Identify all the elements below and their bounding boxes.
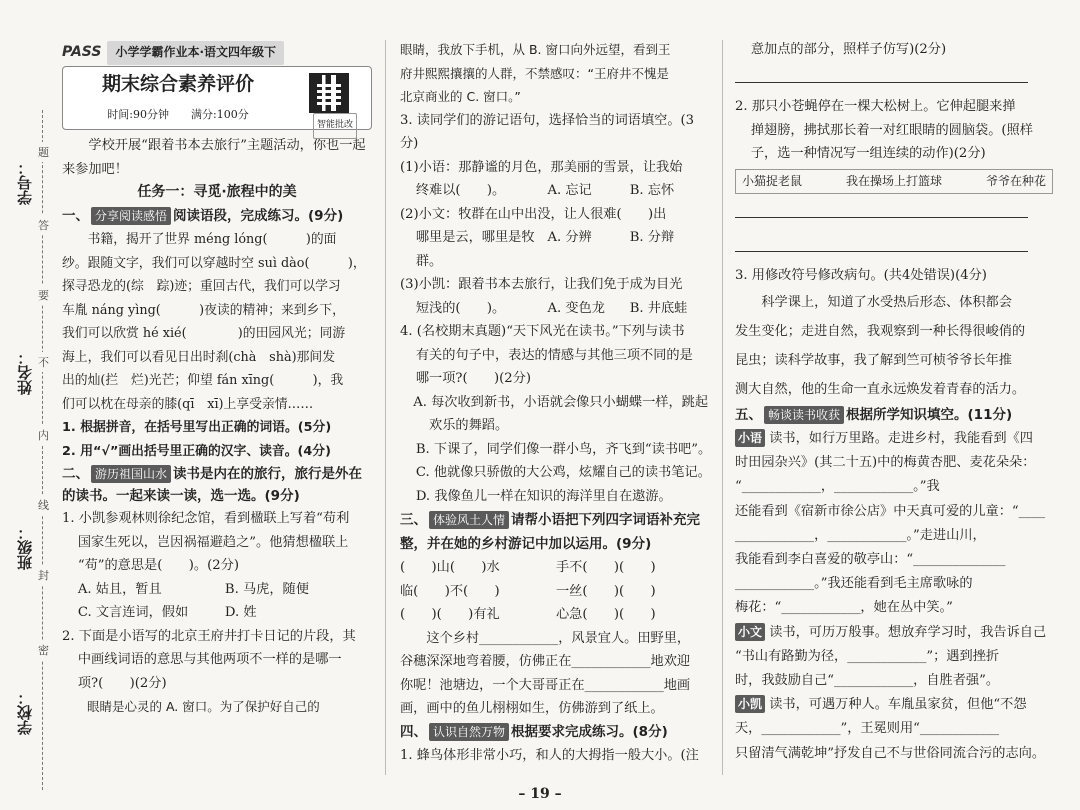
fill-line: 只留清气满乾坤”抒发自己不与世俗同流合污的志向。 [735,745,1046,761]
q3-item-row: 短浅的( )。 A. 变色龙 B. 井底蛙 [400,297,712,321]
question: 4. (名校期末真题)“天下风光在读书。”下列与读书 [400,324,685,339]
correction-passage [735,288,1053,404]
fill-line[interactable]: ____________。”我还能看到毛主席歌咏的 [735,576,973,592]
option[interactable]: C. 文言连词，假如 [77,605,189,620]
exam-title: 期末综合素养评价 [101,73,254,95]
idiom-blank[interactable]: 一丝( )( ) [556,583,656,599]
section-tag: 畅谈读书收获 [764,406,844,424]
paragraph-line: 发生变化；走进自然，我观察到一种长得很峻俏的 [735,323,1026,339]
passage-line: 书籍，揭开了世界 méng lóng( )的面 [87,232,337,247]
idiom-blank[interactable]: 临( )不( ) [400,583,500,599]
column-2 [400,38,712,768]
binding-margin [0,0,60,810]
fill-line[interactable]: “____________，____________。”我 [735,479,940,495]
q3-item-row: 哪里是云，哪里是牧群。 A. 分辨 B. 分辩 [400,226,712,273]
question: 3. 读同学们的游记语句，选择恰当的词语填空。(3分) [400,112,695,151]
question-line: 2. 下面是小语写的北京王府井打卡日记的片段，其 [62,628,356,644]
section-tag: 认识自然万物 [429,723,509,741]
answer-line[interactable] [735,66,1028,83]
option[interactable]: B. 分辩 [629,230,675,245]
situation-option[interactable]: 爷爷在种花 [985,173,1046,188]
fill-line[interactable]: 还能看到《宿新市徐公店》中天真可爱的儿童：“____ [735,503,1046,519]
student-id-label: 学号： [16,160,34,205]
passage-line: 们可以枕在母亲的膝(qī xī)上享受亲情…… [62,396,314,412]
option[interactable]: A. 每次收到新书，小语就会像只小蝴蝶一样，跳起欢乐的舞蹈。 [413,394,709,433]
margin-word: 答 [38,215,49,235]
column-3 [735,38,1053,766]
section-5-heading: 五、 畅谈读书收获 根据所学知识填空。(11分) [735,406,1013,423]
options-row [62,601,372,625]
section-tag: 分享阅读感悟 [91,207,171,225]
smart-grading-label: 智能批改 [313,113,357,139]
cut-line [42,110,43,790]
task-title: 任务一：寻觅·旅程中的美 [137,184,297,200]
option[interactable]: B. 井底蛙 [629,300,688,316]
q3-item-row: 终难以( )。 A. 忘记 B. 忘怀 [400,179,712,203]
question-line: 掸翅膀，拂拭那长着一对红眼睛的圆脑袋。(照样 [750,122,1033,138]
passage-line: 我们可以欣赏 hé xié( )的田园风光；同游 [62,326,346,341]
passage-line: 出的灿(拦 烂)光芒；仰望 fán xīng( )，我 [62,373,344,388]
section-3-heading: 三、 体验风土人情 请帮小语把下列四字词语补充完整，并在她的乡村游记中加以运用。(9分) [400,512,701,552]
q3-item: (3)小凯：跟着书本去旅行，让我们免于成为目光 [400,277,683,292]
option[interactable]: D. 我像鱼儿一样在知识的海洋里自在遨游。 [415,488,672,504]
question-line: 中画线词语的意思与其他两项不一样的是哪一 [77,652,342,667]
passage-line: 车胤 náng yìng( )夜读的精神；来到乡下， [62,302,345,318]
idiom-grid [400,556,712,627]
fill-line[interactable]: 我能看到李白喜爱的敬亭山：“______________ [735,552,1006,568]
intro-text: 学校开展“跟着书本去旅行”主题活动，你也一起来参加吧！ [62,138,366,177]
fill-line[interactable]: 梅花：“____________，她在丛中笑。” [735,600,953,616]
paragraph-line: 测大自然，他的生命一直永远焕发着青春的活力。 [735,381,1026,397]
column-divider [385,40,386,775]
series-header [62,44,372,62]
question-line: 项?( )(2分) [77,675,167,691]
diary-line: 眼睛是心灵的 A. 窗口。为了保护好自己的 [62,699,320,714]
margin-word: 封 [38,565,49,585]
margin-word: 线 [38,495,49,515]
question: 1. 根据拼音，在括号里写出正确的词语。(5分) [62,420,332,435]
question-line: 1. 小凯参观林则徐纪念馆，看到楹联上写着“苟利 [62,511,350,526]
passage-line: 海上，我们可以看见日出时刹(chà shà)那间发 [62,349,336,365]
answer-line[interactable] [735,201,1028,218]
margin-word: 不 [38,352,49,372]
options-row [62,578,372,602]
qr-code-icon[interactable] [309,73,349,113]
fill-line[interactable]: ____________，____________。”走进山川， [735,527,986,543]
margin-word: 题 [38,142,49,162]
school-label: 学校： [16,690,34,735]
option[interactable]: B. 下课了，同学们像一群小鸟，齐飞到“读书吧”。 [415,441,712,457]
question: 2. 那只小苍蝇停在一棵大松树上。它伸起腿来掸 [735,99,1016,114]
exam-meta: 时间:90分钟 满分:100分 [107,108,249,121]
column-divider [722,40,723,775]
section-2-heading: 二、 游历祖国山水 读书是内在的旅行，旅行是外在的读书。一起来读一读，选一选。(9分) [62,466,363,504]
section-tag: 游历祖国山水 [91,465,171,483]
name-label: 姓名： [16,350,34,395]
series-title: 小学学霸作业本·语文四年级下 [107,41,284,65]
section-1-passage [62,228,372,416]
paragraph-line: 昆虫；读科学故事，我了解到竺可桢爷爷长年推 [735,352,1012,368]
question-line: 有关的句子中，表达的情感与其他三项不同的是 [415,347,693,363]
passage-line: 探寻恐龙的(综 踪)迹；重回古代，我们可以学习 [62,279,341,294]
option[interactable]: A. 忘记 [547,183,592,198]
question-line: 哪一项?( )(2分) [415,371,531,386]
section-5-body [735,427,1053,766]
idiom-blank[interactable]: 手不( )( ) [556,560,656,575]
fill-line: 小凯 读书，可遇万种人。车胤虽家贫，但他“不怨 [735,693,1053,717]
paragraph-line: 这个乡村____________，风景宜人。田野里， [400,630,691,646]
fill-line[interactable]: 时，我鼓励自己“____________，自胜者强”。 [735,673,1000,689]
paragraph-line: 谷穗深深地弯着腰，仿佛正在____________地欢迎 [400,654,691,669]
idiom-blank[interactable]: 心急( )( ) [556,607,656,622]
question-line: 国家生死以，岂因祸福避趋之”。他猜想楹联上 [77,534,349,550]
situation-option[interactable]: 我在操场上打篮球 [845,173,942,188]
page-number: – 19 – [518,786,562,802]
class-label: 班级： [16,525,34,570]
paragraph-line: 你呢！池塘边，一个大哥哥正在____________地画 [400,677,691,693]
question-line: 意加点的部分，照样子仿写)(2分) [750,42,947,57]
question-line: “苟”的意思是( )。(2分) [77,558,239,573]
question: 3. 用修改符号修改病句。(共4处错误)(4分) [735,268,987,283]
section-4-heading: 四、 认识自然万物 根据要求完成练习。(8分) [400,723,668,740]
margin-word: 要 [38,285,49,305]
paragraph-line: 画，画中的鱼儿栩栩如生，仿佛游到了纸上。 [400,701,664,716]
option[interactable]: C. 他就像只骄傲的大公鸡，炫耀自己的读书笔记。 [415,465,711,480]
section-1-heading: 一、 分享阅读感悟 阅读语段，完成练习。(9分) [62,207,344,224]
idiom-blank[interactable]: ( )( )有礼 [400,607,500,622]
margin-word: 内 [38,425,49,445]
option[interactable]: A. 分辨 [547,230,592,245]
fill-line: 小语 读书，如行万里路。走进乡村，我能看到《四 [735,427,1053,451]
diary-line: 眼睛，我放下手机，从 B. 窗口向外远望，看到王 [400,42,671,57]
option[interactable]: D. 姓 [224,605,257,620]
question: 2. 用“√”画出括号里正确的汉字、读音。(4分) [62,443,331,459]
exam-title-box [62,66,372,130]
option[interactable]: A. 姑且，暂且 [77,581,162,597]
fill-line: 小文 读书，可历万般事。想放弃学习时，我告诉自己 [735,621,1053,645]
option[interactable]: B. 忘怀 [629,183,675,198]
paragraph-line: 科学课上，知道了水受热后形态、体积都会 [735,294,1012,310]
margin-word: 密 [38,640,49,660]
q3-item: (1)小语：那静谧的月色，那美丽的雪景，让我始 [400,159,683,175]
situation-box [735,169,1053,195]
situation-option[interactable]: 小猫捉老鼠 [742,173,803,188]
option[interactable]: B. 马虎，随便 [224,581,309,597]
fill-line[interactable]: 天，____________”，王冕则用“____________ [735,721,1000,737]
passage-line: 纱。跟随文字，我们可以穿越时空 suì dào( )， [62,255,366,271]
fill-line[interactable]: “书山有路勤为径，____________”；遇到挫折 [735,648,1000,664]
diary-line: 北京商业的 C. 窗口。” [400,89,521,104]
option[interactable]: A. 变色龙 [547,300,605,316]
brand-logo: PASS [62,44,102,61]
question-line: 子，选一种情况写一组连续的动作)(2分) [750,146,986,161]
idiom-blank[interactable]: ( )山( )水 [400,560,500,575]
column-1 [62,44,372,719]
fill-line: 时田园杂兴》(其二十五)中的梅黄杏肥、麦花朵朵： [735,455,1036,471]
question: 1. 蜂鸟体形非常小巧，和人的大拇指一般大小。(注 [400,748,699,763]
answer-line[interactable] [735,235,1028,252]
diary-line: 府井熙熙攘攘的人群，不禁感叹：“王府井不愧是 [400,65,669,81]
section-tag: 体验风土人情 [429,511,509,529]
q3-item: (2)小文：牧群在山中出没，让人很难( )出 [400,206,667,222]
